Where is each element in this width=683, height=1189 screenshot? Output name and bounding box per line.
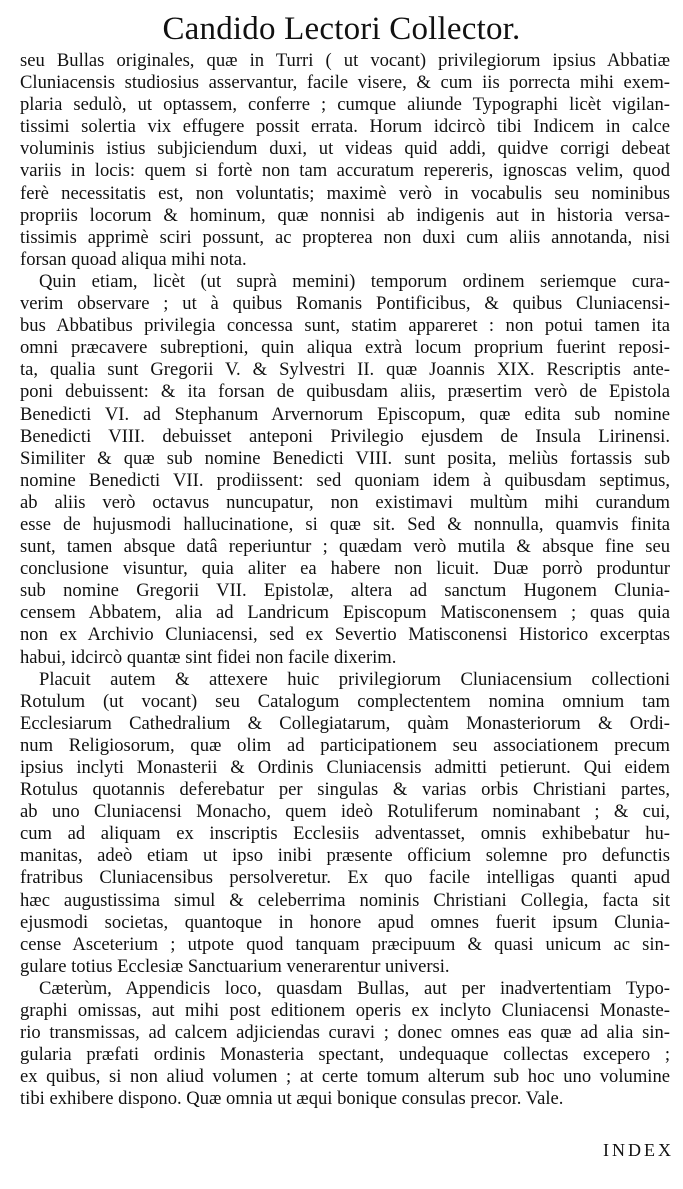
text-line: ipsius inclyti Monasterii & Ordinis Cluniacensis admitti petierunt. Qui eidem	[20, 757, 670, 778]
text-line: Ecclesiarum Cathedralium & Collegiatarum, quàm Monasteriorum & Ordi-	[20, 712, 670, 734]
text-line: Rotulum (ut vocant) seu Catalogum complectentem nomina omnium tam	[20, 690, 670, 712]
text-line: Benedicti VI. ad Stephanum Arvernorum Episcopum, quæ edita sub nomine	[20, 403, 670, 425]
text-line: ejusmodi societas, quantoque in honore apud omnes fuerit ipsum Clunia-	[20, 911, 670, 933]
text-line: verim observare ; ut à quibus Romanis Pontificibus, & quibus Cluniacensi-	[20, 293, 670, 315]
text-line: Quin etiam, licèt (ut suprà memini) temporum ordinem seriemque cura-	[39, 270, 670, 292]
page-title: Candido Lectori Collector.	[162, 11, 521, 47]
text-line: omni præcavere subreptioni, quin aliqua extrà locum proprium fuerint reposi-	[20, 337, 670, 359]
text-line: manitas, adeò etiam ut ipso inibi præsente officium solemne pro defunctis	[20, 845, 670, 867]
text-line: ta, qualia sunt Gregorii V. & Sylvestri II. quæ Joannis XIX. Rescriptis ante-	[20, 359, 670, 381]
text-line: voluminis istius subjiciendum duxi, ut videas quid addi, quidve corrigi debeat	[20, 138, 670, 160]
text-line: Benedicti VIII. debuisset anteponi Privilegio ejusdem de Insula Lirinensi.	[20, 425, 670, 447]
text-line: num Religiosorum, quæ olim ad participationem seu associationem precum	[20, 734, 670, 756]
text-line: esse de hujusmodi hallucinatione, si quæ sit. Sed & nonnulla, quamvis finita	[20, 513, 670, 535]
text-line: Similiter & quæ sub nomine Benedicti VIII. sunt posita, meliùs fortassis sub	[20, 447, 670, 469]
text-line: tissimi solertia vix effugere possit errata. Horum idcircò tibi Indicem in calce	[20, 116, 670, 138]
text-line: Rotulus quotannis deferebatur per singulas & varias orbis Christiani partes,	[20, 779, 670, 801]
text-line: poni debuissent: & ita forsan de quibusdam aliis, præsertim verò de Epistola	[20, 381, 670, 403]
text-line: ferè necessitatis est, non voluntatis; maximè verò in vocabulis seu nominibus	[20, 182, 670, 204]
paragraph	[20, 271, 670, 669]
text-line: sub nomine Gregorii VII. Epistolæ, altera ad sanctum Hugonem Clunia-	[20, 580, 670, 602]
text-line: variis in locis: quem si fortè non tam accuratum repereris, ignoscas velim, quod	[20, 160, 670, 182]
text-line: tibi exhibere dispono. Quæ omnia ut æqui bonique consulas precor. Vale.	[20, 1088, 564, 1110]
paragraph-container	[20, 50, 670, 1111]
text-line: nomine Benedicti VII. prodiissent: sed quoniam idem à quibusdam septimus,	[20, 469, 670, 491]
text-line: censem Abbatem, alia ad Landricum Episcopum Matisconensem ; quas quia	[20, 602, 670, 624]
text-line: Cæterùm, Appendicis loco, quasdam Bullas, aut per inadvertentiam Typo-	[39, 977, 670, 999]
text-line: ab uno Cluniacensi Monacho, quem ideò Rotuliferum nominabant ; & cui,	[20, 801, 670, 823]
text-line: non ex Archivio Cluniacensi, sed ex Severtio Matisconensi Historico excerptas	[20, 624, 670, 646]
text-line: Cluniacensis studiosius asservantur, facile visere, & cum iis porrecta mihi exem-	[20, 72, 670, 94]
text-line: gulare totius Ecclesiæ Sanctuarium venerarentur universi.	[20, 955, 450, 977]
text-line: propriis locorum & hominum, quæ nonnisi ab indigenis aut in historia versa-	[20, 204, 670, 226]
text-line: graphi omissas, aut mihi post editionem operis ex inclyto Cluniacensi Monaste-	[20, 1000, 670, 1022]
text-line: forsan quoad aliqua mihi nota.	[20, 248, 247, 270]
text-line: habui, idcircò quantæ sint fidei non facile dixerim.	[20, 646, 397, 668]
text-line: cum ad aliquam ex inscriptis Ecclesiis adventasset, omnis exhibebatur hu-	[20, 823, 670, 845]
text-line: bus Abbatibus privilegia concessa sunt, statim appareret : non potui tamen ita	[20, 315, 670, 337]
paragraph	[20, 978, 670, 1111]
text-line: seu Bullas originales, quæ in Turri ( ut vocant) privilegiorum ipsius Abbatiæ	[20, 50, 670, 71]
text-line: gularia præfati ordinis Monasteria spectant, undequaque collectas excepero ;	[20, 1044, 670, 1066]
catchword: INDEX	[603, 1140, 674, 1160]
text-line: Placuit autem & attexere huic privilegiorum Cluniacensium collectioni	[39, 668, 670, 690]
text-line: sunt, tamen absque datâ reperiuntur ; quædam verò mutila & absque fine seu	[20, 536, 670, 558]
text-line: conclusione visuntur, quia aliter ea habere non licuit. Duæ porrò produntur	[20, 558, 670, 580]
text-line: fratribus Cluniacensibus persolveretur. Ex quo facile intelligas quanti apud	[20, 867, 670, 889]
text-line: ex quibus, si non aliud volumen ; at certe tomum alterum sub hoc uno volumine	[20, 1066, 670, 1088]
text-line: plaria sedulò, ut optassem, conferre ; cumque aliunde Typographi licèt vigilan-	[20, 94, 670, 116]
text-line: ab aliis verò octavus nuncupatur, non existimavi multùm mihi curandum	[20, 491, 670, 513]
text-line: hæc augustissima simul & celeberrima nominis Christiani Collegia, facta sit	[20, 889, 670, 911]
paragraph	[20, 669, 670, 978]
body-text	[20, 50, 670, 1111]
text-line: cense Asceterium ; utpote quod tanquam præcipuum & quasi unicum ac sin-	[20, 933, 670, 955]
text-line: tissimis apprimè sciri possunt, ac propterea non duxi cum aliis annotanda, nisi	[20, 226, 670, 248]
paragraph	[20, 50, 670, 271]
text-line: rio transmissas, ad calcem adjiciendas curavi ; donec omnes eas quæ ad alia sin-	[20, 1022, 670, 1044]
